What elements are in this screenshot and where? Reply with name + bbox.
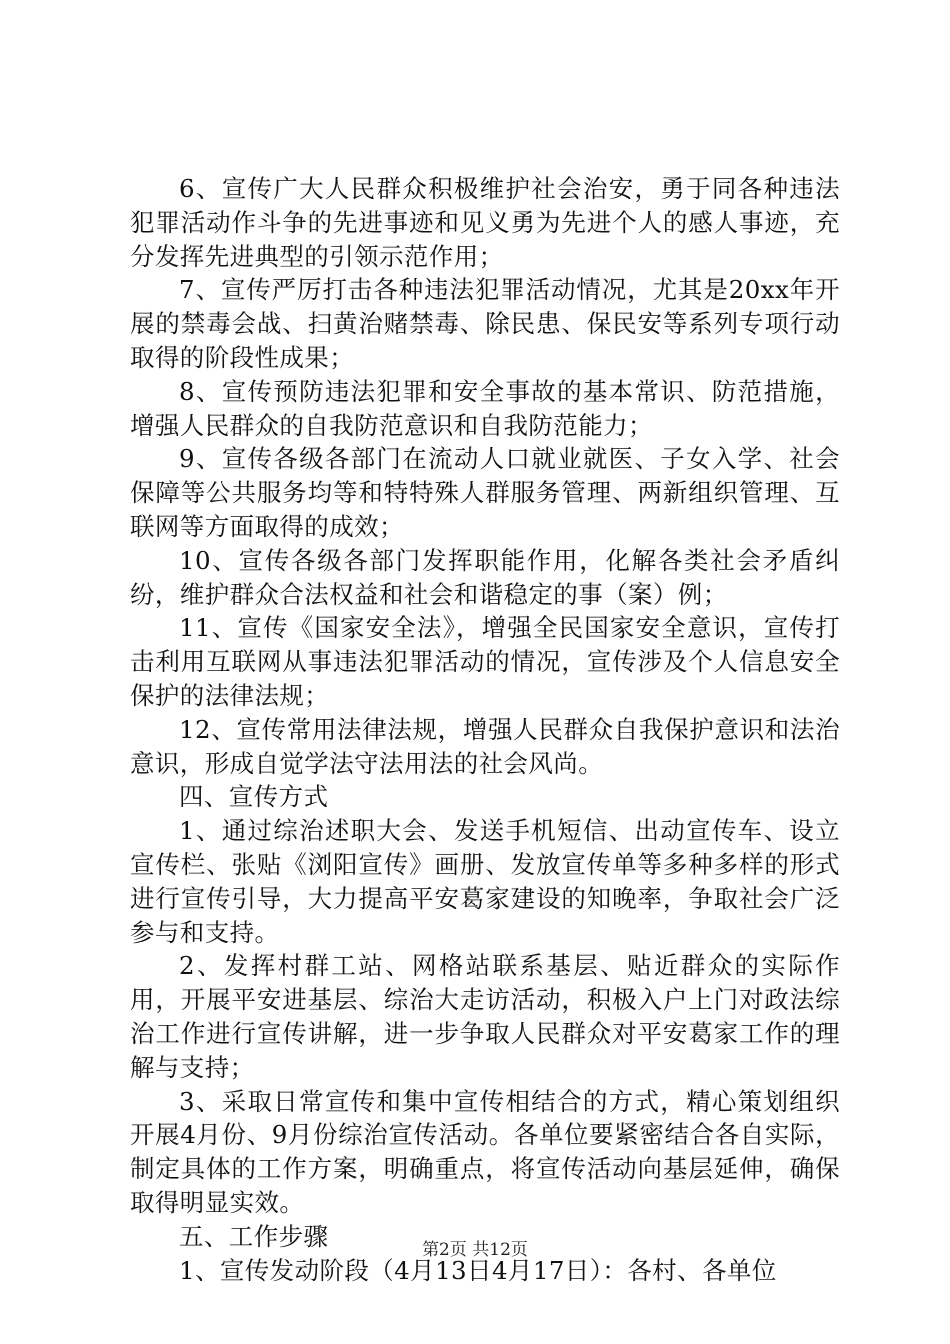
- paragraph-item-12: 12、宣传常用法律法规，增强人民群众自我保护意识和法治意识，形成自觉学法守法用法的社会风尚。: [130, 714, 840, 778]
- paragraph-item-11: 11、宣传《国家安全法》，增强全民国家安全意识，宣传打击利用互联网从事违法犯罪活动的情况，宣传涉及个人信息安全保护的法律法规；: [130, 613, 840, 710]
- paragraph-item-8: 8、宣传预防违法犯罪和安全事故的基本常识、防范措施，增强人民群众的自我防范意识和自我防范能力；: [130, 376, 840, 440]
- paragraph-item-6: 6、宣传广大人民群众积极维护社会治安，勇于同各种违法犯罪活动作斗争的先进事迹和见义勇为先进个人的感人事迹，充分发挥先进典型的引领示范作用；: [130, 174, 840, 271]
- page-footer-number: 第2页 共12页: [422, 1240, 528, 1260]
- paragraph-item-9: 9、宣传各级各部门在流动人口就业就医、子女入学、社会保障等公共服务均等和特特殊人群服务管理、两新组织管理、互联网等方面取得的成效；: [130, 444, 840, 541]
- paragraph-method-3: 3、采取日常宣传和集中宣传相结合的方式，精心策划组织开展4月份、9月份综治宣传活动。各单位要紧密结合各自实际，制定具体的工作方案，明确重点，将宣传活动向基层延伸，确保取得明显实效。: [130, 1086, 840, 1217]
- paragraph-method-2: 2、发挥村群工站、网格站联系基层、贴近群众的实际作用，开展平安进基层、综治大走访活动，积极入户上门对政法综治工作进行宣传讲解，进一步争取人民群众对平安葛家工作的理解与支持；: [130, 951, 840, 1082]
- section-heading-methods: 四、宣传方式: [179, 782, 329, 812]
- section-heading-steps: 五、工作步骤: [179, 1221, 329, 1251]
- document-body: [130, 172, 840, 1287]
- paragraph-item-10: 10、宣传各级各部门发挥职能作用，化解各类社会矛盾纠纷，维护群众合法权益和社会和谐稳定的事（案）例；: [130, 545, 840, 609]
- paragraph-item-7: 7、宣传严厉打击各种违法犯罪活动情况，尤其是20xx年开展的禁毒会战、扫黄治赌禁毒、除民患、保民安等系列专项行动取得的阶段性成果；: [130, 275, 840, 372]
- paragraph-step-1: 1、宣传发动阶段（4月13日4月17日）：各村、各单位: [179, 1255, 777, 1285]
- paragraph-method-1: 1、通过综治述职大会、发送手机短信、出动宣传车、设立宣传栏、张贴《浏阳宣传》画册、发放宣传单等多种多样的形式进行宣传引导，大力提高平安葛家建设的知晚率，争取社会广泛参与和支持。: [130, 816, 840, 947]
